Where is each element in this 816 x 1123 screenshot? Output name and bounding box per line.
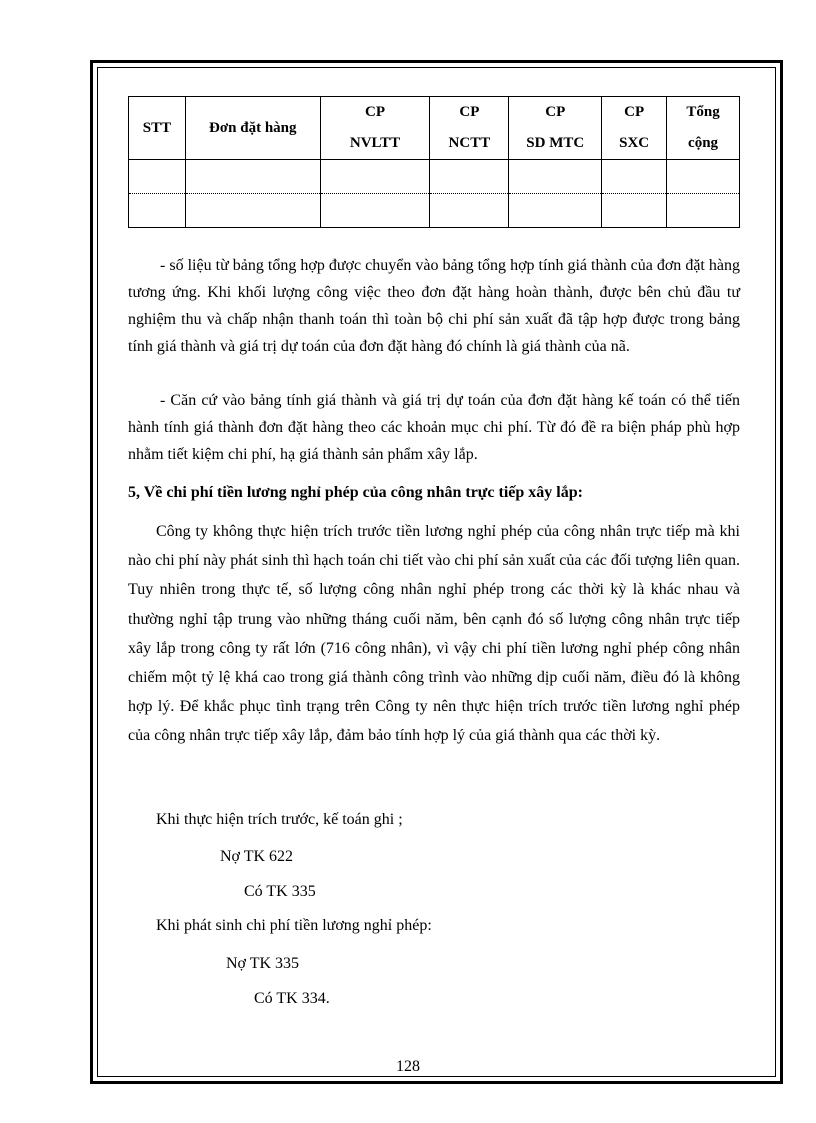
table-cell [509,194,602,228]
entry1-credit: Có TK 335 [244,883,316,900]
entry2-debit: Nợ TK 335 [226,955,300,972]
entry1-debit: Nợ TK 622 [220,848,294,865]
table-row [129,194,740,228]
table-row [129,160,740,194]
section-heading: 5, Về chi phí tiền lương nghỉ phép của công nhân trực tiếp xây lắp: [128,484,583,501]
entry2-credit: Có TK 334. [254,990,330,1007]
table-cell [320,194,430,228]
header-total: Tổng cộng [667,97,740,160]
header-order: Đơn đặt hàng [185,97,320,160]
paragraph-summary-transfer: - số liệu từ bảng tổng hợp được chuyển vào bảng tổng hợp tính giá thành của đơn đặt hàng tương ứng. Khi khối lượng công việc theo đơn đặt hàng hoàn thành, được bên chủ đầu tư nghiệm thu và chấp nhận thanh toán thì toàn bộ chi phí sản xuất đã tập hợp được trong bảng tính giá thành và giá trị dự toán của đơn đặt hàng đó chính là giá thành của nã. [128,257,740,355]
table-cell [320,160,430,194]
header-cp-sd-mtc: CP SD MTC [509,97,602,160]
table-header-row [129,97,740,160]
table-cell [509,160,602,194]
page-number: 128 [396,1058,420,1075]
table-cell [430,160,509,194]
cost-summary-table [128,96,740,228]
table-cell [667,194,740,228]
table-cell [602,160,667,194]
paragraph-vacation-pay: Công ty không thực hiện trích trước tiền lương nghỉ phép của công nhân trực tiếp mà khi nào chi phí này phát sinh thì hạch toán chi tiết vào chi phí sản xuất của các đối tượng liên quan. Tuy nhiên trong thực tế, số lượng công nhân nghỉ phép trong các thời kỳ là khác nhau và thường nghỉ tập trung vào những tháng cuối năm, bên cạnh đó số lượng công nhân trực tiếp xây lắp trong công ty rất lớn (716 công nhân), vì vậy chi phí tiền lương nghỉ phép công nhân chiếm một tỷ lệ khá cao trong giá thành công trình vào những dịp cuối năm, điều đó là không hợp lý. Để khắc phục tình trạng trên Công ty nên thực hiện trích trước tiền lương nghỉ phép của công nhân trực tiếp xây lắp, đảm bảo tính hợp lý của giá thành qua các thời kỳ. [128,523,740,745]
header-cp-sxc: CP SXC [602,97,667,160]
table-cell [602,194,667,228]
paragraph-cost-analysis: - Căn cứ vào bảng tính giá thành và giá trị dự toán của đơn đặt hàng kế toán có thể tiến hành tính giá thành đơn đặt hàng theo các khoản mục chi phí. Từ đó đề ra biện pháp phù hợp nhằm tiết kiệm chi phí, hạ giá thành sản phẩm xây lắp. [128,392,740,463]
entry2-intro: Khi phát sinh chi phí tiền lương nghỉ phép: [156,917,432,934]
header-cp-nvltt: CP NVLTT [320,97,430,160]
table-cell [185,160,320,194]
table-cell [129,160,186,194]
table-cell [185,194,320,228]
table-cell [667,160,740,194]
table-cell [129,194,186,228]
entry1-intro: Khi thực hiện trích trước, kế toán ghi ; [156,811,403,828]
header-cp-nctt: CP NCTT [430,97,509,160]
header-stt: STT [129,97,186,160]
table-cell [430,194,509,228]
